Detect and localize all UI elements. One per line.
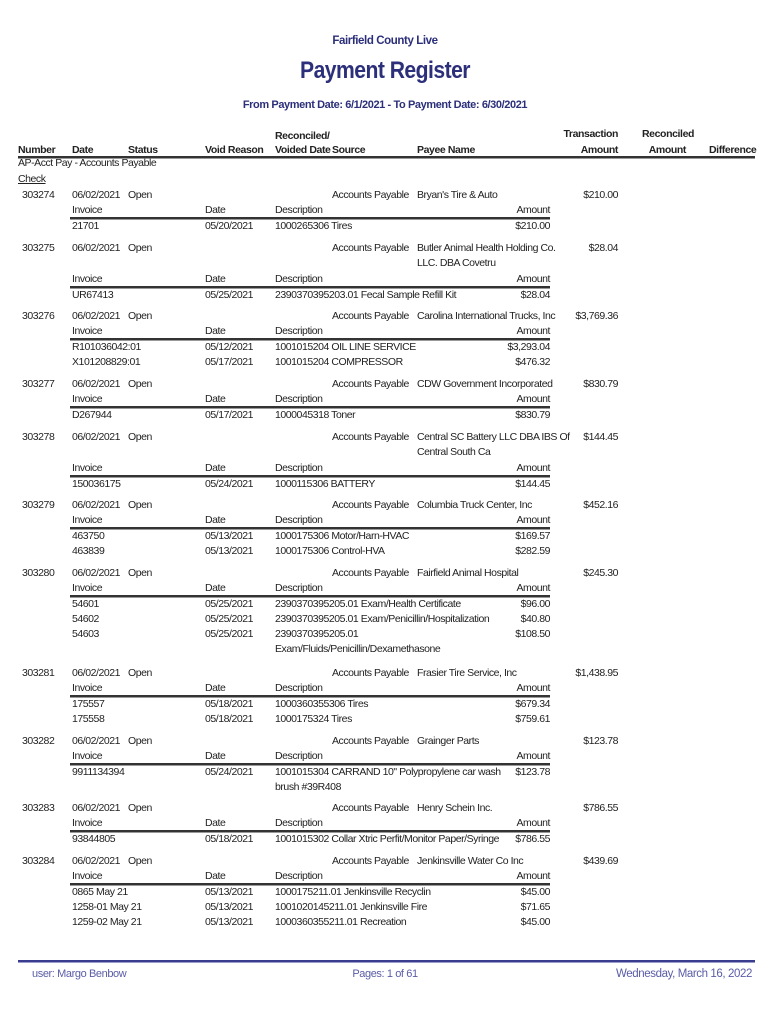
payment-status: Open — [128, 667, 152, 679]
invoice-column-label: Invoice — [72, 325, 103, 337]
amount-column-label: Amount — [516, 393, 550, 405]
invoice-column-label: Invoice — [72, 273, 103, 285]
payment-source: Accounts Payable — [332, 310, 409, 322]
payment-status: Open — [128, 310, 152, 322]
payment-source: Accounts Payable — [332, 735, 409, 747]
invoice-amount: $476.32 — [515, 356, 550, 368]
transaction-amount: $1,438.95 — [575, 667, 618, 679]
payment-date: 06/02/2021 — [72, 310, 121, 322]
invoice-amount: $144.45 — [515, 478, 550, 490]
description-column-label: Description — [275, 870, 323, 882]
column-reconciled-amount-line2: Amount — [648, 144, 686, 156]
description-column-label: Description — [275, 582, 323, 594]
date-range: From Payment Date: 6/1/2021 - To Payment Date: 6/30/2021 — [242, 99, 528, 111]
payment-status: Open — [128, 499, 152, 511]
invoice-date: 05/18/2021 — [205, 698, 254, 710]
payee-name: Bryan's Tire & Auto — [417, 189, 498, 201]
invoice-number[interactable]: UR67413 — [72, 289, 114, 301]
payment-number[interactable]: 303274 — [22, 189, 55, 201]
invoice-date: 05/13/2021 — [205, 530, 254, 542]
invoice-amount: $759.61 — [515, 713, 550, 725]
invoice-column-label: Invoice — [72, 682, 103, 694]
payee-name: Grainger Parts — [417, 735, 479, 747]
payment-type-label: Check — [18, 173, 46, 185]
invoice-description-line2: brush #39R408 — [275, 781, 341, 793]
invoice-amount: $830.79 — [515, 409, 550, 421]
invoice-description: 1000360355211.01 Recreation — [275, 916, 407, 928]
description-column-label: Description — [275, 514, 323, 526]
invoice-column-label: Invoice — [72, 514, 103, 526]
payment-source: Accounts Payable — [332, 499, 409, 511]
invoice-date-column-label: Date — [205, 204, 226, 216]
organization-name: Fairfield County Live — [332, 35, 438, 47]
description-column-label: Description — [275, 204, 323, 216]
transaction-amount: $830.79 — [583, 378, 618, 390]
invoice-amount: $169.57 — [515, 530, 550, 542]
payment-number[interactable]: 303284 — [22, 855, 55, 867]
payment-date: 06/02/2021 — [72, 431, 121, 443]
invoice-description: 1001020145211.01 Jenkinsville Fire — [275, 901, 428, 913]
payment-source: Accounts Payable — [332, 802, 409, 814]
invoice-date: 05/17/2021 — [205, 409, 254, 421]
invoice-description: 2390370395205.01 Exam/Health Certificate — [275, 598, 461, 610]
invoice-number[interactable]: 1258-01 May 21 — [72, 901, 142, 913]
payee-name: Carolina International Trucks, Inc — [417, 310, 556, 322]
invoice-number[interactable]: 0865 May 21 — [72, 886, 128, 898]
column-transaction-line1: Transaction — [563, 128, 618, 140]
invoice-date-column-label: Date — [205, 393, 226, 405]
payment-source: Accounts Payable — [332, 378, 409, 390]
invoice-date-column-label: Date — [205, 750, 226, 762]
payment-number[interactable]: 303281 — [22, 667, 55, 679]
footer-divider — [18, 960, 755, 963]
invoice-amount: $28.04 — [520, 289, 550, 301]
payment-date: 06/02/2021 — [72, 567, 121, 579]
invoice-number[interactable]: 175558 — [72, 713, 105, 725]
payment-date: 06/02/2021 — [72, 667, 121, 679]
invoice-description: 1000175306 Control-HVA — [275, 545, 385, 557]
invoice-number[interactable]: 54603 — [72, 628, 99, 640]
invoice-number[interactable]: 21701 — [72, 220, 99, 232]
invoice-date-column-label: Date — [205, 817, 226, 829]
invoice-number[interactable]: 93844805 — [72, 833, 116, 845]
payment-date: 06/02/2021 — [72, 499, 121, 511]
transaction-amount: $144.45 — [583, 431, 618, 443]
invoice-description: 1001015204 COMPRESSOR — [275, 356, 403, 368]
transaction-amount: $786.55 — [583, 802, 618, 814]
invoice-date: 05/17/2021 — [205, 356, 254, 368]
invoice-date: 05/24/2021 — [205, 478, 254, 490]
invoice-number[interactable]: X101208829:01 — [72, 356, 141, 368]
invoice-description: 1000175306 Motor/Harn-HVAC — [275, 530, 410, 542]
payment-status: Open — [128, 189, 152, 201]
payment-source: Accounts Payable — [332, 567, 409, 579]
invoice-description: 2390370395205.01 Exam/Penicillin/Hospitalization — [275, 613, 490, 625]
invoice-amount: $45.00 — [520, 886, 550, 898]
invoice-date: 05/13/2021 — [205, 916, 254, 928]
invoice-date: 05/18/2021 — [205, 833, 254, 845]
payee-name: Henry Schein Inc. — [417, 802, 493, 814]
invoice-description: 1000265306 Tires — [275, 220, 352, 232]
amount-column-label: Amount — [516, 817, 550, 829]
transaction-amount: $452.16 — [583, 499, 618, 511]
invoice-column-label: Invoice — [72, 582, 103, 594]
payee-name: Columbia Truck Center, Inc — [417, 499, 532, 511]
invoice-column-label: Invoice — [72, 750, 103, 762]
transaction-amount: $3,769.36 — [575, 310, 618, 322]
invoice-amount: $679.34 — [515, 698, 550, 710]
amount-column-label: Amount — [516, 870, 550, 882]
payment-date: 06/02/2021 — [72, 378, 121, 390]
invoice-amount: $210.00 — [515, 220, 550, 232]
payment-date: 06/02/2021 — [72, 855, 121, 867]
invoice-date-column-label: Date — [205, 870, 226, 882]
column-transaction-line2: Amount — [580, 144, 618, 156]
payment-status: Open — [128, 567, 152, 579]
amount-column-label: Amount — [516, 204, 550, 216]
transaction-amount: $28.04 — [588, 242, 618, 254]
amount-column-label: Amount — [516, 682, 550, 694]
amount-column-label: Amount — [516, 514, 550, 526]
footer-pages: Pages: 1 of 61 — [352, 968, 418, 980]
payee-name: Frasier Tire Service, Inc — [417, 667, 517, 679]
invoice-column-label: Invoice — [72, 204, 103, 216]
invoice-column-label: Invoice — [72, 393, 103, 405]
invoice-date: 05/24/2021 — [205, 766, 254, 778]
invoice-date: 05/25/2021 — [205, 628, 254, 640]
payment-source: Accounts Payable — [332, 855, 409, 867]
payment-number[interactable]: 303277 — [22, 378, 55, 390]
amount-column-label: Amount — [516, 582, 550, 594]
invoice-number[interactable]: 54601 — [72, 598, 99, 610]
invoice-number[interactable]: 1259-02 May 21 — [72, 916, 142, 928]
description-column-label: Description — [275, 682, 323, 694]
report-title: Payment Register — [300, 57, 470, 84]
payment-status: Open — [128, 431, 152, 443]
payment-source: Accounts Payable — [332, 189, 409, 201]
column-status: Status — [128, 144, 158, 156]
invoice-description: 1001015304 CARRAND 10" Polypropylene car wash — [275, 766, 501, 778]
transaction-amount: $439.69 — [583, 855, 618, 867]
payment-date: 06/02/2021 — [72, 242, 121, 254]
invoice-amount: $40.80 — [520, 613, 550, 625]
invoice-date: 05/18/2021 — [205, 713, 254, 725]
invoice-column-label: Invoice — [72, 870, 103, 882]
payee-name-line2: LLC. DBA Covetru — [417, 257, 496, 269]
invoice-number[interactable]: 150036175 — [72, 478, 121, 490]
invoice-amount: $3,293.04 — [507, 341, 550, 353]
invoice-date: 05/13/2021 — [205, 545, 254, 557]
invoice-date: 05/20/2021 — [205, 220, 254, 232]
invoice-description: 1000175211.01 Jenkinsville Recyclin — [275, 886, 431, 898]
invoice-number[interactable]: R101036042:01 — [72, 341, 141, 353]
group-label: AP-Acct Pay - Accounts Payable — [18, 157, 157, 169]
footer-user: user: Margo Benbow — [32, 968, 127, 980]
column-difference: Difference — [709, 144, 757, 156]
payment-status: Open — [128, 802, 152, 814]
column-reconciled-line2: Voided Date — [275, 144, 331, 156]
invoice-amount: $123.78 — [515, 766, 550, 778]
description-column-label: Description — [275, 750, 323, 762]
invoice-description: 1001015302 Collar Xtric Perfit/Monitor Paper/Syringe — [275, 833, 500, 845]
invoice-amount: $45.00 — [520, 916, 550, 928]
payment-number[interactable]: 303275 — [22, 242, 55, 254]
invoice-number[interactable]: 463750 — [72, 530, 105, 542]
invoice-number[interactable]: D267944 — [72, 409, 112, 421]
invoice-date-column-label: Date — [205, 582, 226, 594]
invoice-date: 05/25/2021 — [205, 289, 254, 301]
payment-status: Open — [128, 378, 152, 390]
invoice-description-line2: Exam/Fluids/Penicillin/Dexamethasone — [275, 643, 441, 655]
invoice-date-column-label: Date — [205, 325, 226, 337]
payment-date: 06/02/2021 — [72, 802, 121, 814]
invoice-description: 1000175324 Tires — [275, 713, 352, 725]
transaction-amount: $123.78 — [583, 735, 618, 747]
invoice-amount: $282.59 — [515, 545, 550, 557]
payee-name-line2: Central South Ca — [417, 446, 491, 458]
invoice-amount: $96.00 — [520, 598, 550, 610]
invoice-date-column-label: Date — [205, 273, 226, 285]
payment-number[interactable]: 303283 — [22, 802, 55, 814]
invoice-amount: $71.65 — [520, 901, 550, 913]
column-reconciled-amount-line1: Reconciled — [642, 128, 695, 140]
invoice-column-label: Invoice — [72, 817, 103, 829]
column-number: Number — [18, 144, 56, 156]
payment-number[interactable]: 303276 — [22, 310, 55, 322]
payee-name: Central SC Battery LLC DBA IBS Of — [417, 431, 570, 443]
column-payee-name: Payee Name — [417, 144, 475, 156]
description-column-label: Description — [275, 462, 323, 474]
amount-column-label: Amount — [516, 325, 550, 337]
payee-name: CDW Government Incorporated — [417, 378, 553, 390]
invoice-amount: $108.50 — [515, 628, 550, 640]
invoice-number[interactable]: 463839 — [72, 545, 105, 557]
invoice-date-column-label: Date — [205, 514, 226, 526]
payment-date: 06/02/2021 — [72, 735, 121, 747]
invoice-date: 05/25/2021 — [205, 598, 254, 610]
payment-status: Open — [128, 735, 152, 747]
payee-name: Fairfield Animal Hospital — [417, 567, 519, 579]
payment-date: 06/02/2021 — [72, 189, 121, 201]
payment-number[interactable]: 303282 — [22, 735, 55, 747]
footer-date: Wednesday, March 16, 2022 — [616, 968, 752, 980]
amount-column-label: Amount — [516, 273, 550, 285]
payee-name: Butler Animal Health Holding Co. — [417, 242, 556, 254]
invoice-column-label: Invoice — [72, 462, 103, 474]
description-column-label: Description — [275, 325, 323, 337]
invoice-description: 2390370395203.01 Fecal Sample Refill Kit — [275, 289, 457, 301]
payment-status: Open — [128, 242, 152, 254]
payment-source: Accounts Payable — [332, 242, 409, 254]
invoice-date: 05/12/2021 — [205, 341, 254, 353]
invoice-description: 1001015204 OIL LINE SERVICE — [275, 341, 416, 353]
amount-column-label: Amount — [516, 462, 550, 474]
column-source: Source — [332, 144, 366, 156]
invoice-date: 05/25/2021 — [205, 613, 254, 625]
payment-number[interactable]: 303279 — [22, 499, 55, 511]
invoice-description: 2390370395205.01 — [275, 628, 359, 640]
invoice-description: 1000360355306 Tires — [275, 698, 369, 710]
payment-number[interactable]: 303280 — [22, 567, 55, 579]
amount-column-label: Amount — [516, 750, 550, 762]
payee-name: Jenkinsville Water Co Inc — [417, 855, 524, 867]
invoice-date-column-label: Date — [205, 682, 226, 694]
transaction-amount: $245.30 — [583, 567, 618, 579]
invoice-number[interactable]: 9911134394 — [72, 766, 125, 778]
invoice-description: 1000115306 BATTERY — [275, 478, 375, 490]
invoice-date-column-label: Date — [205, 462, 226, 474]
transaction-amount: $210.00 — [583, 189, 618, 201]
invoice-number[interactable]: 175557 — [72, 698, 105, 710]
payment-source: Accounts Payable — [332, 667, 409, 679]
invoice-description: 1000045318 Toner — [275, 409, 356, 421]
column-void-reason: Void Reason — [205, 144, 264, 156]
description-column-label: Description — [275, 393, 323, 405]
description-column-label: Description — [275, 817, 323, 829]
invoice-date: 05/13/2021 — [205, 901, 254, 913]
payment-number[interactable]: 303278 — [22, 431, 55, 443]
invoice-number[interactable]: 54602 — [72, 613, 99, 625]
description-column-label: Description — [275, 273, 323, 285]
column-date: Date — [72, 144, 94, 156]
column-reconciled-line1: Reconciled/ — [275, 130, 330, 142]
invoice-amount: $786.55 — [515, 833, 550, 845]
payment-status: Open — [128, 855, 152, 867]
payment-source: Accounts Payable — [332, 431, 409, 443]
invoice-date: 05/13/2021 — [205, 886, 254, 898]
